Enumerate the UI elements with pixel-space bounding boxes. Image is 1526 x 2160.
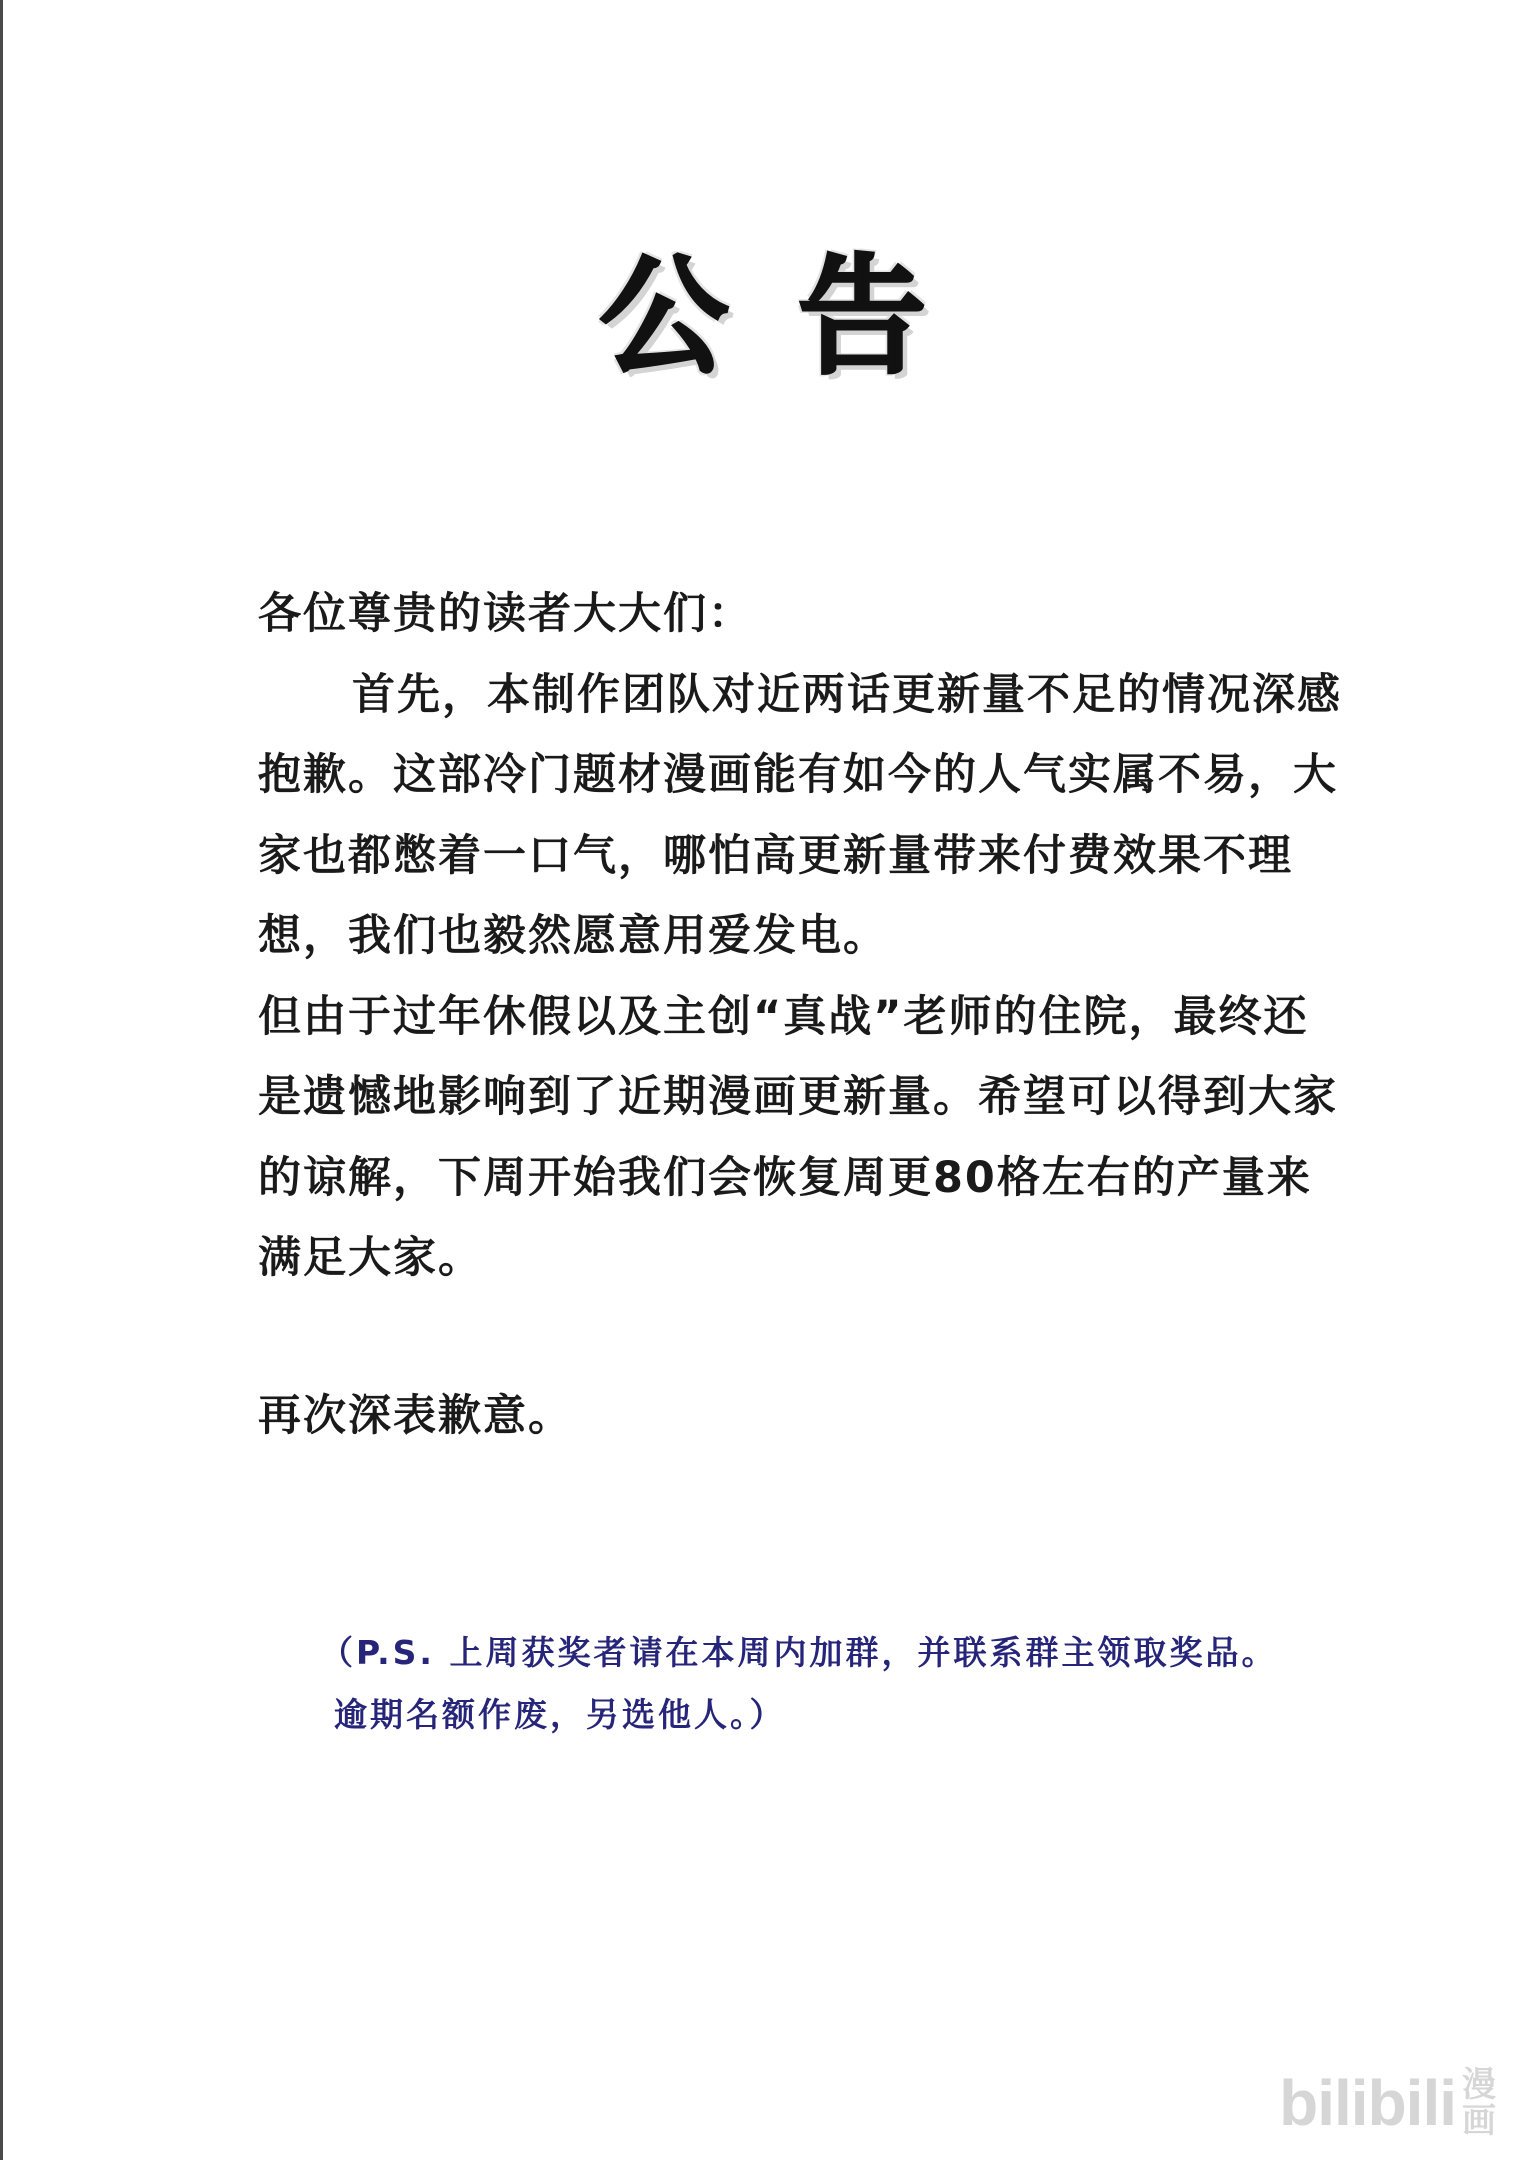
paragraph-explanation: 但由于过年休假以及主创“真战”老师的住院，最终还是遗憾地影响到了近期漫画更新量。希望可以得到大家的谅解，下周开始我们会恢复周更80格左右的产量来满足大家。 bbox=[258, 991, 1338, 1283]
postscript-line-1: （P.S. 上周获奖者请在本周内加群，并联系群主领取奖品。 bbox=[320, 1633, 1278, 1672]
announcement-body bbox=[258, 574, 1348, 1299]
watermark-manga-top: 漫 bbox=[1462, 2065, 1496, 2105]
watermark-manga-bottom: 画 bbox=[1462, 2101, 1496, 2141]
watermark-brand: bilibili bbox=[1279, 2067, 1456, 2139]
watermark-manga-label bbox=[1462, 2067, 1496, 2139]
closing-line: 再次深表歉意。 bbox=[258, 1391, 573, 1441]
postscript bbox=[320, 1622, 1320, 1746]
postscript-line-2: 逾期名额作废，另选他人。） bbox=[334, 1695, 786, 1734]
paragraph-apology: 首先，本制作团队对近两话更新量不足的情况深感抱歉。这部冷门题材漫画能有如今的人气实属不易，大家也都憋着一口气，哪怕高更新量带来付费效果不理想，我们也毅然愿意用爱发电。 bbox=[258, 669, 1342, 961]
greeting: 各位尊贵的读者大大们： bbox=[258, 589, 753, 639]
bilibili-manga-watermark bbox=[1279, 2066, 1496, 2140]
page-title: 公告 bbox=[599, 243, 996, 392]
